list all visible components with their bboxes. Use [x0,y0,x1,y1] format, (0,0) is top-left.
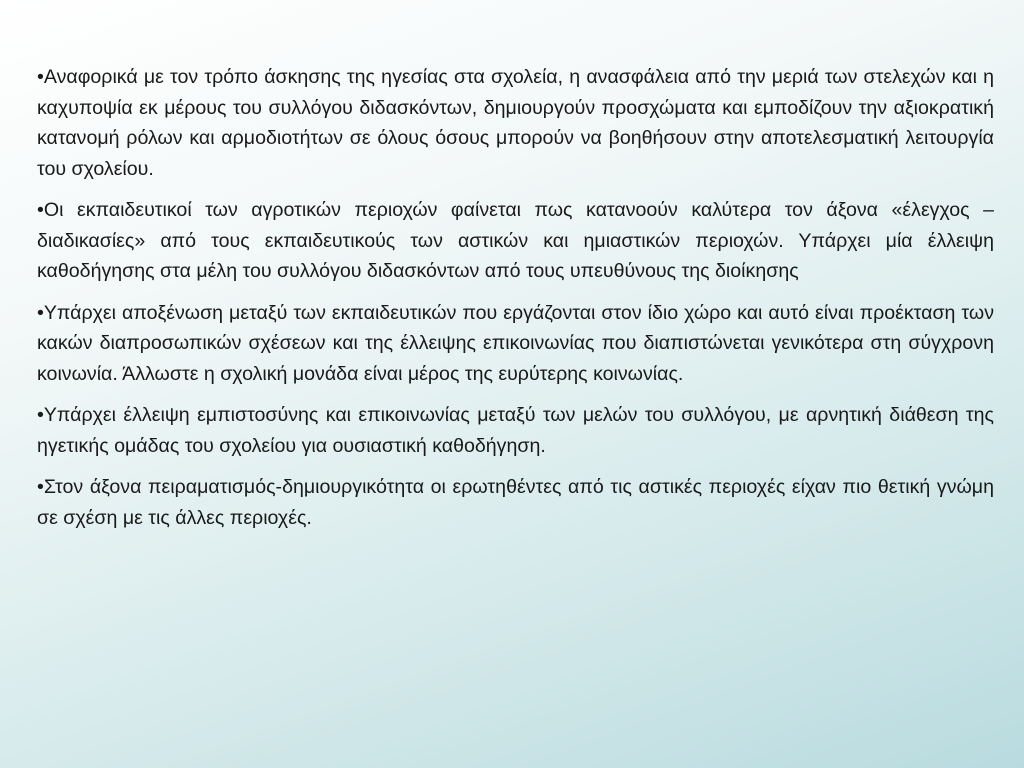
bullet-rural-teachers: •Οι εκπαιδευτικοί των αγροτικών περιοχών φαίνεται πως κατανοούν καλύτερα τον άξονα «έλεγχος – διαδικασίες» από τους εκπαιδευτικούς των αστικών και ημιαστικών περιοχών. Υπάρχει μία έλλειψη καθοδήγησης στα μέλη του συλλόγου διδασκόντων από τους υπευθύνους της διοίκησης [37,199,994,282]
bullet-trust: •Υπάρχει έλλειψη εμπιστοσύνης και επικοινωνίας μεταξύ των μελών του συλλόγου, με αρνητική διάθεση της ηγετικής ομάδας του σχολείου για ουσιαστική καθοδήγηση. [37,404,994,457]
bullet-alienation: •Υπάρχει αποξένωση μεταξύ των εκπαιδευτικών που εργάζονται στον ίδιο χώρο και αυτό είναι προέκταση των κακών διαπροσωπικών σχέσεων και της έλλειψης επικοινωνίας που διαπιστώνεται γενικότερα στη σύγχρονη κοινωνία. Άλλωστε η σχολική μονάδα είναι μέρος της ευρύτερης κοινωνίας. [37,301,994,385]
bullet-leadership: •Αναφορικά με τον τρόπο άσκησης της ηγεσίας στα σχολεία, η ανασφάλεια από την μεριά των στελεχών και η καχυποψία εκ μέρους του συλλόγου διδασκόντων, δημιουργούν προσχώματα και εμποδίζουν την αξιοκρατική κατανομή ρόλων και αρμοδιοτήτων σε όλους όσους μπορούν να βοηθήσουν στην αποτελεσματική λειτουργία του σχολείου. [37,66,994,180]
slide-content [37,62,994,544]
bullet-experimentation: •Στον άξονα πειραματισμός-δημιουργικότητα οι ερωτηθέντες από τις αστικές περιοχές είχαν πιο θετική γνώμη σε σχέση με τις άλλες περιοχές. [37,476,994,529]
